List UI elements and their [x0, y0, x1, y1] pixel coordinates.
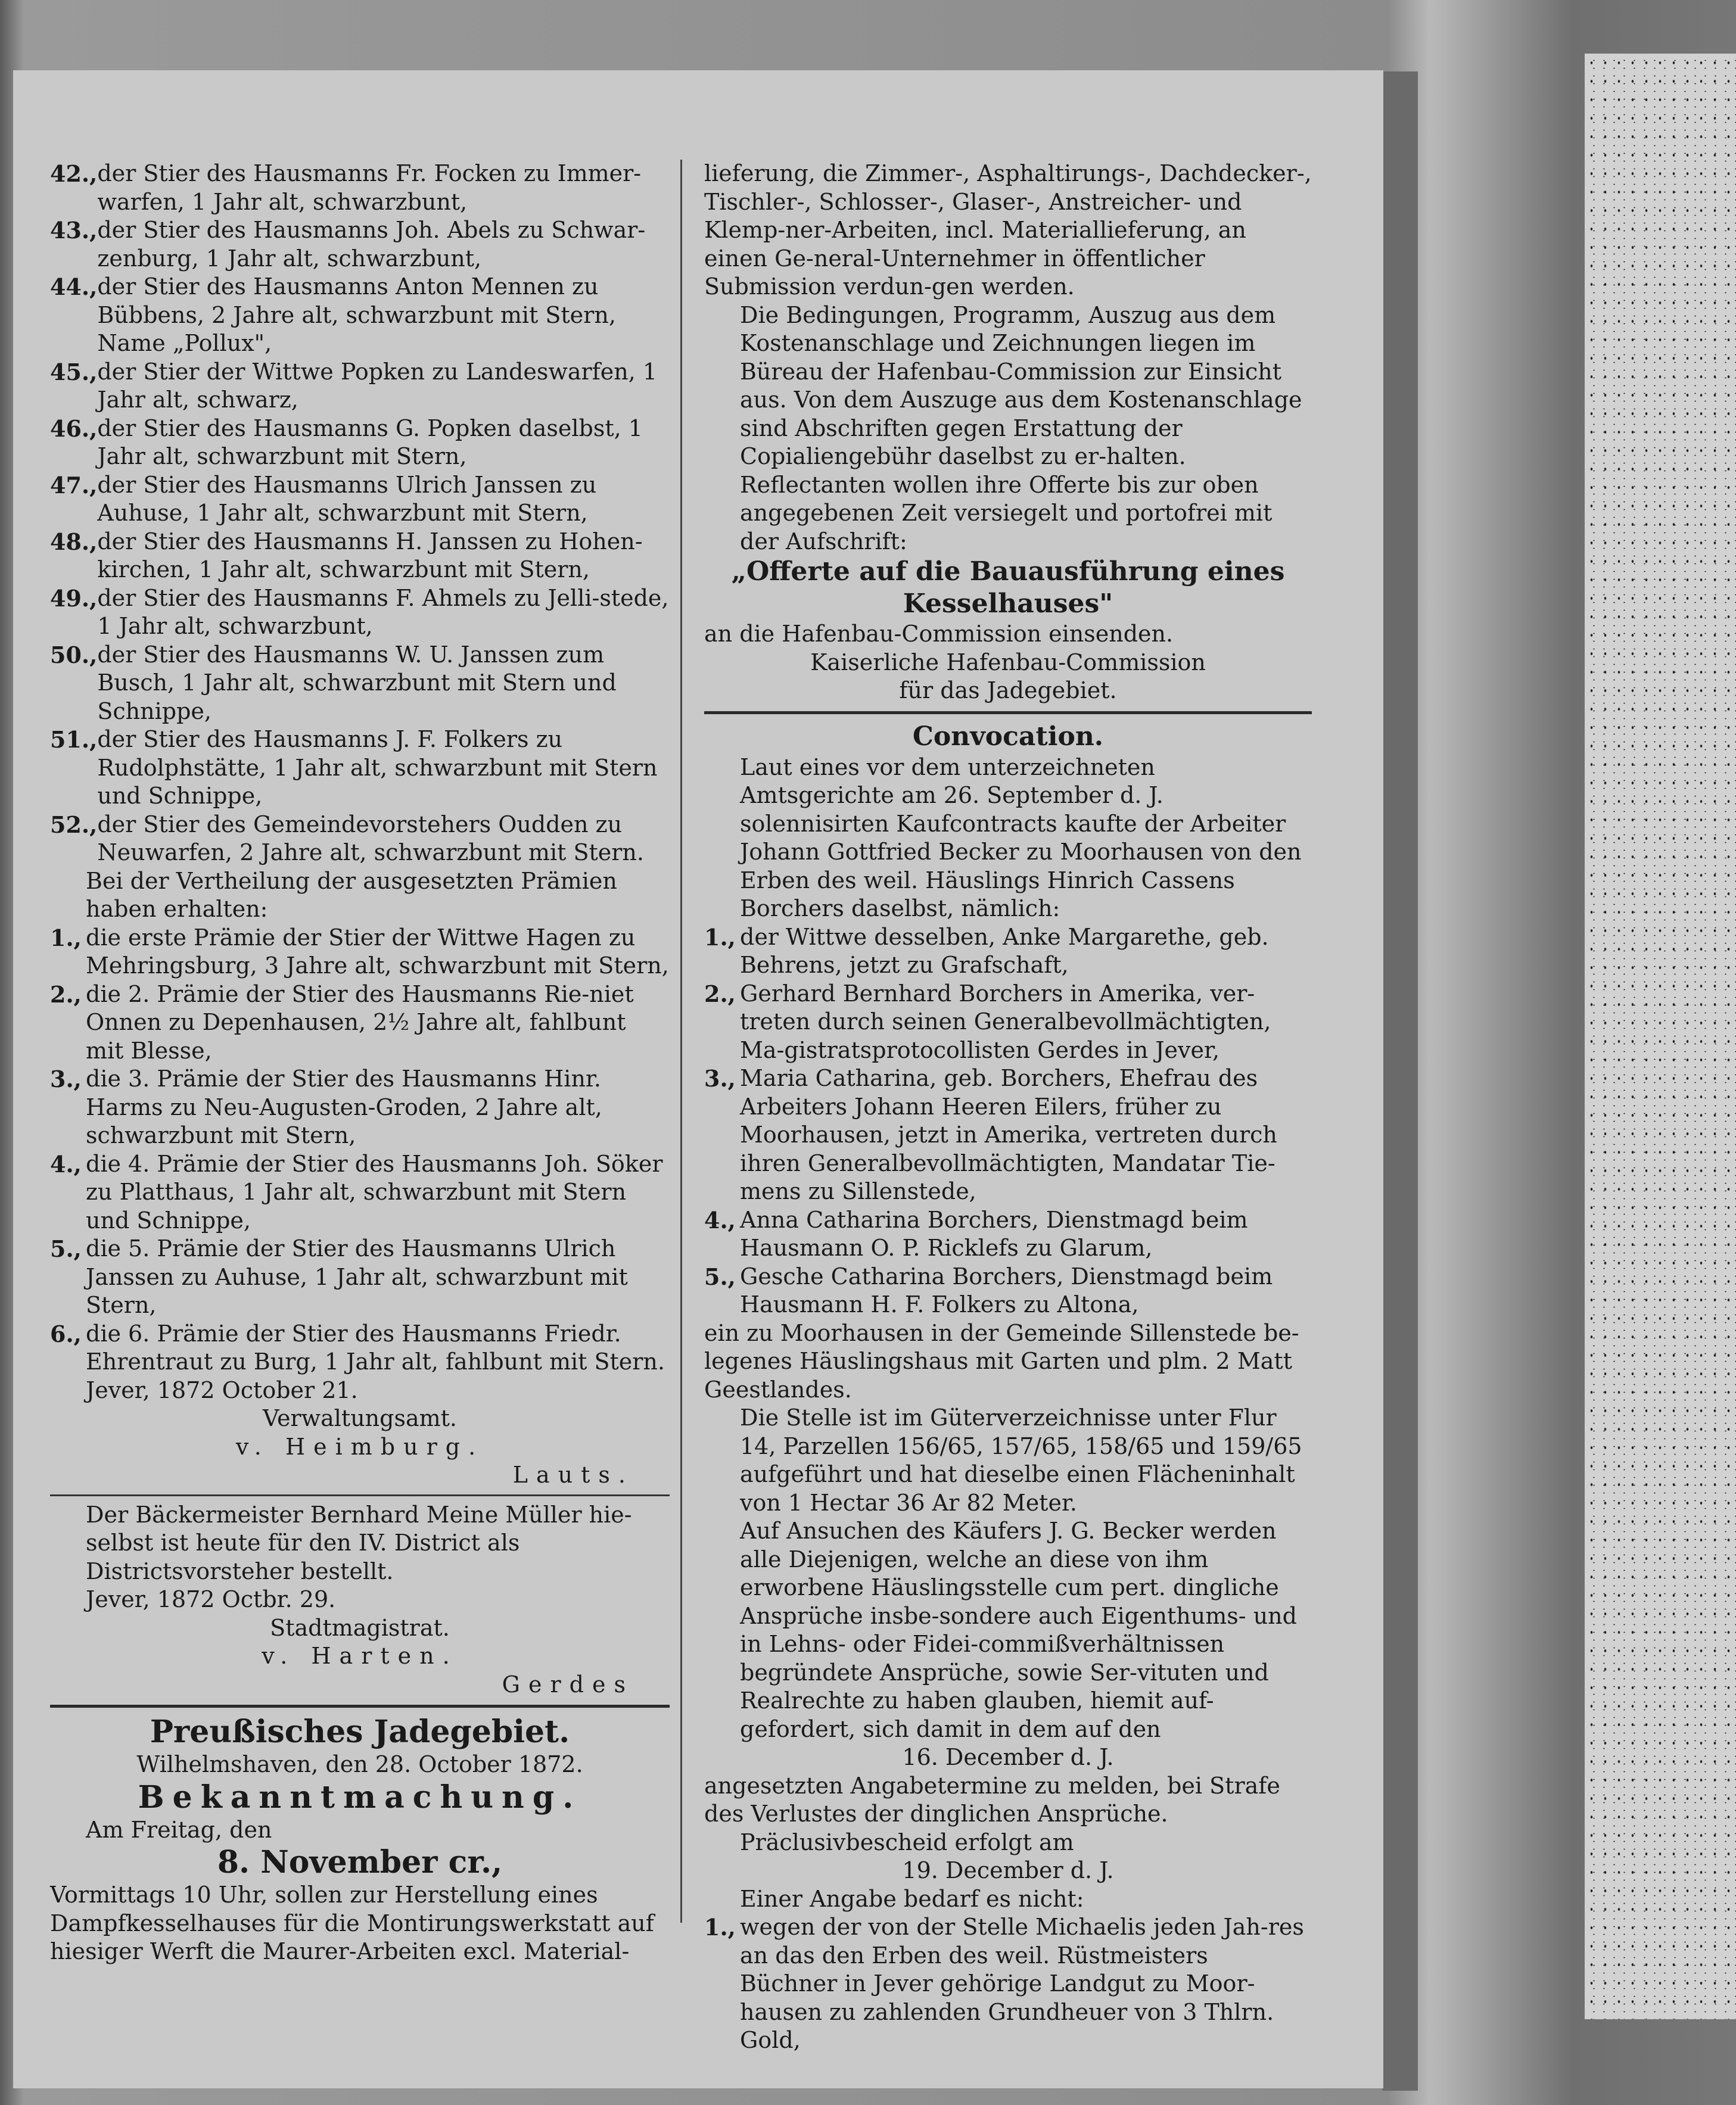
list-item — [50, 415, 670, 471]
item-text: der Wittwe desselben, Anke Margarethe, geb. Behrens, jetzt zu Grafschaft, — [740, 923, 1269, 978]
paragraph: an die Hafenbau-Commission einsenden. — [704, 621, 1174, 647]
left-column — [50, 160, 670, 1966]
signature: Gerdes — [502, 1671, 634, 1698]
item-text: der Stier des Hausmanns Anton Mennen zu Bübbens, 2 Jahre alt, schwarzbunt mit Stern, Name „Pollux", — [97, 273, 616, 356]
item-text: der Stier des Hausmanns H. Janssen zu Hohen-kirchen, 1 Jahr alt, schwarzbunt mit Stern, — [97, 528, 643, 583]
notice-date: Jever, 1872 Octbr. 29. — [86, 1586, 336, 1612]
divider — [50, 1705, 670, 1708]
quoted-inscription: „Offerte auf die Bauausführung eines Kesselhauses" — [731, 556, 1285, 619]
list-item — [704, 1206, 1312, 1263]
item-number: 1., — [704, 923, 736, 951]
item-text: Gesche Catharina Borchers, Dienstmagd beim Hausmann H. F. Folkers zu Altona, — [740, 1263, 1273, 1318]
list-item — [704, 1064, 1312, 1206]
list-item — [50, 924, 670, 980]
item-text: die 5. Prämie der Stier des Hausmanns Ulrich Janssen zu Auhuse, 1 Jahr alt, schwarzbunt mit Stern, — [86, 1235, 628, 1318]
list-item — [704, 980, 1312, 1065]
paragraph: Präclusivbescheid erfolgt am — [740, 1829, 1074, 1855]
item-number: 46., — [50, 415, 98, 442]
item-number: 2., — [704, 980, 736, 1007]
item-number: 4., — [50, 1150, 82, 1178]
announcement-date: 8. November cr., — [217, 1844, 503, 1880]
list-item — [50, 273, 670, 358]
item-number: 45., — [50, 358, 98, 385]
list-item — [50, 471, 670, 528]
item-number: 48., — [50, 528, 98, 555]
list-item — [50, 584, 670, 641]
list-item — [50, 1065, 670, 1150]
paragraph: ein zu Moorhausen in der Gemeinde Sillenstede be-legenes Häuslingshaus mit Garten und plm. 2 Matt Geestlandes. — [704, 1319, 1299, 1403]
signature: Kaiserliche Hafenbau-Commission — [810, 649, 1206, 675]
item-text: der Stier des Hausmanns Joh. Abels zu Schwar-zenburg, 1 Jahr alt, schwarzbunt, — [97, 217, 646, 272]
item-number: 47., — [50, 471, 98, 499]
dateline: Wilhelmshaven, den 28. October 1872. — [136, 1751, 583, 1777]
right-column — [704, 160, 1312, 2055]
item-text: der Stier des Gemeindevorstehers Oudden zu Neuwarfen, 2 Jahre alt, schwarzbunt mit Stern. — [97, 811, 644, 865]
office-name: Verwaltungsamt. — [262, 1405, 458, 1431]
list-item — [50, 1320, 670, 1377]
announcement-when: Am Freitag, den — [86, 1816, 272, 1843]
list-item — [50, 980, 670, 1066]
list-item — [704, 1913, 1312, 2055]
item-text: der Stier des Hausmanns W. U. Janssen zum Busch, 1 Jahr alt, schwarzbunt mit Stern und Schnippe, — [97, 641, 617, 724]
signature: Lauts. — [512, 1462, 634, 1488]
deadline-date: 16. December d. J. — [902, 1744, 1114, 1770]
section-heading: Convocation. — [912, 721, 1104, 752]
item-number: 3., — [704, 1065, 736, 1092]
item-text: der Stier des Hausmanns Fr. Focken zu Immer-warfen, 1 Jahr alt, schwarzbunt, — [97, 160, 642, 215]
section-heading: Preußisches Jadegebiet. — [150, 1714, 570, 1750]
list-item — [50, 1150, 670, 1235]
item-text: die 6. Prämie der Stier des Hausmanns Friedr. Ehrentraut zu Burg, 1 Jahr alt, fahlbunt mit Stern. — [86, 1320, 665, 1375]
item-text: Maria Catharina, geb. Borchers, Ehefrau des Arbeiters Johann Heeren Eilers, früher zu Moorhausen, jetzt in Amerika, vertreten durch ihren Generalbevollmächtigten, Mandatar Tie-mens zu Sillenstede, — [740, 1065, 1277, 1204]
item-number: 43., — [50, 217, 98, 244]
item-text: Gerhard Bernhard Borchers in Amerika, ver-treten durch seinen Generalbevollmächtigten, Ma-gistratsprotocollisten Gerdes in Jever, — [740, 980, 1271, 1063]
list-item — [50, 725, 670, 811]
paragraph: Die Bedingungen, Programm, Auszug aus dem Kostenanschlage und Zeichnungen liegen im Büreau der Hafenbau-Commission zur Einsicht aus. Von dem Auszuge aus dem Kostenanschlage sind Abschriften gegen Erstattung der Copialiengebühr daselbst zu er-halten. — [740, 301, 1302, 469]
item-number: 5., — [50, 1235, 82, 1262]
heirs-list — [704, 923, 1312, 1319]
item-text: der Stier des Hausmanns F. Ahmels zu Jelli-stede, 1 Jahr alt, schwarzbunt, — [97, 584, 669, 639]
item-text: der Stier des Hausmanns G. Popken daselbst, 1 Jahr alt, schwarzbunt mit Stern, — [97, 415, 643, 469]
paragraph: Auf Ansuchen des Käufers J. G. Becker werden alle Diejenigen, welche an diese von ihm erworbene Häuslingsstelle cum pert. dingliche Ansprüche insbe-sondere auch Eigenthums- und in Lehns- oder Fidei-commißverhältnissen begründete Ansprüche, sowie Ser-vituten und Realrechte zu haben glauben, hiemit auf-gefordert, sich damit in dem auf den — [740, 1518, 1297, 1742]
item-number: 1., — [50, 924, 82, 951]
item-number: 6., — [50, 1320, 82, 1347]
list-item — [50, 358, 670, 415]
column-divider — [680, 160, 682, 1923]
list-item — [50, 811, 670, 867]
list-item — [50, 1235, 670, 1320]
item-number: 2., — [50, 980, 82, 1008]
item-number: 42., — [50, 160, 98, 187]
item-number: 5., — [704, 1263, 736, 1290]
item-text: der Stier des Hausmanns J. F. Folkers zu Rudolphstätte, 1 Jahr alt, schwarzbunt mit Stern und Schnippe, — [97, 726, 658, 809]
announcement-body: Vormittags 10 Uhr, sollen zur Herstellung eines Dampfkesselhauses für die Montirungswerkstatt auf hiesiger Werft die Maurer-Arbeiten excl. Material- — [50, 1882, 654, 1964]
item-text: der Stier der Wittwe Popken zu Landeswarfen, 1 Jahr alt, schwarz, — [97, 358, 658, 413]
prizes-intro: Bei der Vertheilung der ausgesetzten Prämien haben erhalten: — [86, 867, 617, 922]
list-item — [704, 923, 1312, 980]
signature: v. Heimburg. — [235, 1433, 484, 1460]
list-item — [704, 1263, 1312, 1319]
signature: v. Harten. — [262, 1643, 458, 1669]
item-number: 1., — [704, 1914, 736, 1941]
item-number: 50., — [50, 641, 98, 668]
item-number: 3., — [50, 1066, 82, 1092]
office-name: Stadtmagistrat. — [270, 1614, 450, 1641]
paragraph: Einer Angabe bedarf es nicht: — [740, 1885, 1084, 1912]
deadline-date: 19. December d. J. — [902, 1857, 1114, 1883]
item-text: die 3. Prämie der Stier des Hausmanns Hinr. Harms zu Neu-Augusten-Groden, 2 Jahre alt, schwarzbunt mit Stern, — [86, 1066, 602, 1148]
newspaper-page — [13, 70, 1383, 2088]
item-number: 44., — [50, 273, 98, 300]
item-number: 4., — [704, 1206, 736, 1234]
item-number: 49., — [50, 584, 98, 612]
item-text: die 2. Prämie der Stier des Hausmanns Rie-niet Onnen zu Depenhausen, 2½ Jahre alt, fahlbunt mit Blesse, — [86, 980, 634, 1064]
item-number: 51., — [50, 726, 98, 753]
paragraph: Die Stelle ist im Güterverzeichnisse unter Flur 14, Parzellen 156/65, 157/65, 158/65 und 159/65 aufgeführt und hat dieselbe einen Flächeninhalt von 1 Hectar 36 Ar 82 Meter. — [740, 1405, 1302, 1516]
item-text: die 4. Prämie der Stier des Hausmanns Joh. Söker zu Platthaus, 1 Jahr alt, schwarzbunt mit Stern und Schnippe, — [86, 1150, 663, 1234]
item-text: Anna Catharina Borchers, Dienstmagd beim Hausmann O. P. Ricklefs zu Glarum, — [740, 1206, 1248, 1261]
list-item — [50, 641, 670, 726]
paragraph: Laut eines vor dem unterzeichneten Amtsgerichte am 26. September d. J. solennisirten Kaufcontracts kaufte der Arbeiter Johann Gottfried Becker zu Moorhausen von den Erben des weil. Häuslings Hinrich Cassens Borchers daselbst, nämlich: — [740, 753, 1302, 921]
announcement-title: Bekanntmachung. — [138, 1779, 582, 1816]
list-item — [50, 216, 670, 273]
list-item — [50, 160, 670, 216]
list-item — [50, 528, 670, 584]
exceptions-list — [704, 1913, 1312, 2055]
paragraph: angesetzten Angabetermine zu melden, bei Strafe des Verlustes der dinglichen Ansprüche. — [704, 1772, 1280, 1827]
page-edge-shadow — [1382, 71, 1418, 2091]
divider — [704, 711, 1312, 714]
item-text: der Stier des Hausmanns Ulrich Janssen zu Auhuse, 1 Jahr alt, schwarzbunt mit Stern, — [97, 471, 597, 526]
signature: für das Jadegebiet. — [899, 677, 1117, 703]
item-number: 52., — [50, 811, 98, 838]
notice-text: Der Bäckermeister Bernhard Meine Müller hie-selbst ist heute für den IV. District als Districtsvorsteher bestellt. — [86, 1501, 632, 1584]
item-text: wegen der von der Stelle Michaelis jeden Jah-res an das den Erben des weil. Rüstmeisters Büchner in Jever gehörige Landgut zu Moor-hausen zu zahlenden Grundheuer von 3 Thlrn. Gold, — [740, 1914, 1304, 2053]
divider — [50, 1494, 670, 1496]
notice-date: Jever, 1872 October 21. — [86, 1377, 358, 1403]
speckled-cover-edge — [1585, 54, 1736, 2019]
paragraph: Reflectanten wollen ihre Offerte bis zur oben angegebenen Zeit versiegelt und portofrei mit der Aufschrift: — [740, 471, 1273, 555]
bull-list — [50, 160, 670, 867]
item-text: die erste Prämie der Stier der Wittwe Hagen zu Mehringsburg, 3 Jahre alt, schwarzbunt mit Stern, — [86, 924, 669, 979]
prize-list — [50, 924, 670, 1377]
paragraph: lieferung, die Zimmer-, Asphaltirungs-, Dachdecker-, Tischler-, Schlosser-, Glaser-, Anstreicher- und Klemp-ner-Arbeiten, incl. Materiallieferung, an einen Ge-neral-Unternehmer in öffentlicher Submission verdun-gen werden. — [704, 160, 1312, 300]
